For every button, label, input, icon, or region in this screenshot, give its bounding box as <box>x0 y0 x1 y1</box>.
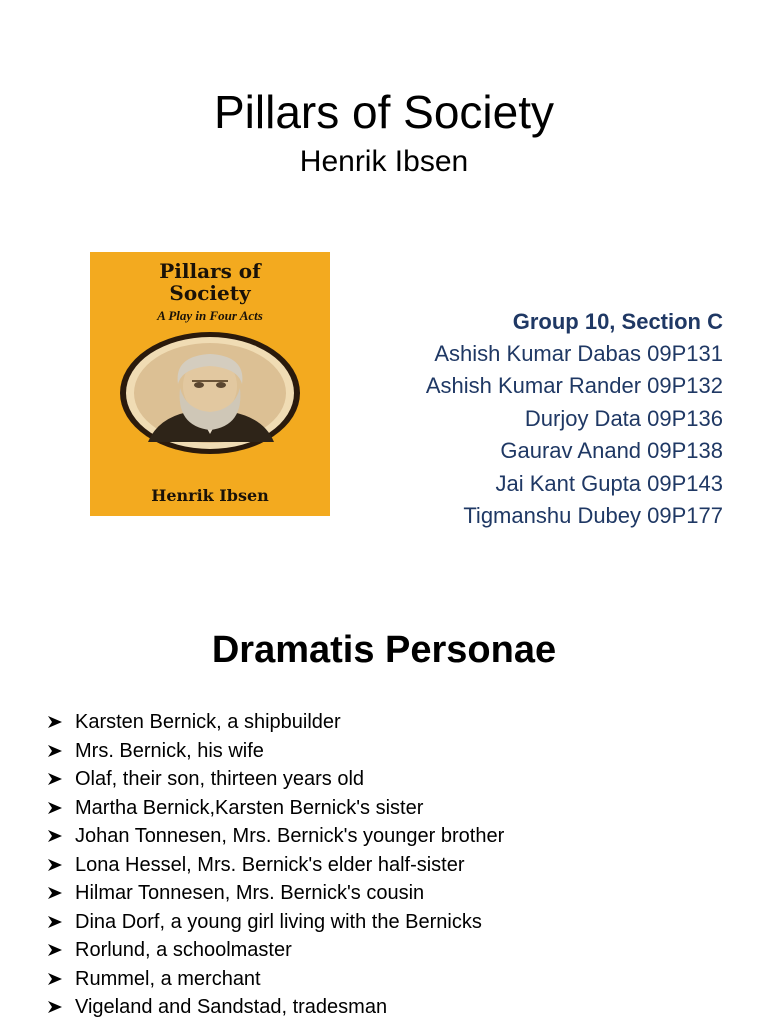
dramatis-personae-heading: Dramatis Personae <box>211 629 557 671</box>
list-item: Olaf, their son, thirteen years old <box>48 765 504 794</box>
arrow-bullet-icon <box>48 716 62 728</box>
arrow-bullet-icon <box>48 916 62 928</box>
list-item: Rorlund, a schoolmaster <box>48 936 504 965</box>
slide-subtitle: Henrik Ibsen <box>299 145 469 178</box>
cover-tagline: A Play in Four Acts <box>157 308 263 323</box>
group-member: Ashish Kumar Dabas 09P131 <box>434 341 723 366</box>
arrow-bullet-icon <box>48 973 62 985</box>
arrow-bullet-icon <box>48 859 62 871</box>
list-item: Karsten Bernick, a shipbuilder <box>48 708 504 737</box>
cover-author: Henrik Ibsen <box>151 486 269 505</box>
list-item: Martha Bernick,Karsten Bernick's sister <box>48 794 504 823</box>
list-item: Dina Dorf, a young girl living with the Bernicks <box>48 908 504 937</box>
arrow-bullet-icon <box>48 1001 62 1013</box>
list-item: Hilmar Tonnesen, Mrs. Bernick's cousin <box>48 879 504 908</box>
group-member: Ashish Kumar Rander 09P132 <box>425 373 723 399</box>
list-item: Rummel, a merchant <box>48 965 504 994</box>
list-item: Johan Tonnesen, Mrs. Bernick's younger brother <box>48 822 504 851</box>
arrow-bullet-icon <box>48 773 62 785</box>
group-heading: Group 10, Section C <box>512 309 723 334</box>
group-member: Durjoy Data 09P136 <box>524 405 723 431</box>
group-member: Gaurav Anand 09P138 <box>500 438 723 464</box>
group-info <box>426 306 723 532</box>
group-member: Tigmanshu Dubey 09P177 <box>463 503 723 529</box>
author-portrait-icon <box>118 330 302 456</box>
group-member: Jai Kant Gupta 09P143 <box>495 470 723 496</box>
arrow-bullet-icon <box>48 944 62 956</box>
cover-title: Pillars of Society <box>159 259 261 305</box>
dramatis-personae-slide <box>0 580 768 1024</box>
slide-title: Pillars of Society <box>213 86 554 138</box>
list-item: Mrs. Bernick, his wife <box>48 737 504 766</box>
list-item: Lona Hessel, Mrs. Bernick's elder half-sister <box>48 851 504 880</box>
cast-list <box>48 708 504 1022</box>
arrow-bullet-icon <box>48 887 62 899</box>
list-item: Vigeland and Sandstad, tradesman <box>48 993 504 1022</box>
arrow-bullet-icon <box>48 830 62 842</box>
arrow-bullet-icon <box>48 802 62 814</box>
book-cover-image <box>90 252 330 516</box>
arrow-bullet-icon <box>48 745 62 757</box>
